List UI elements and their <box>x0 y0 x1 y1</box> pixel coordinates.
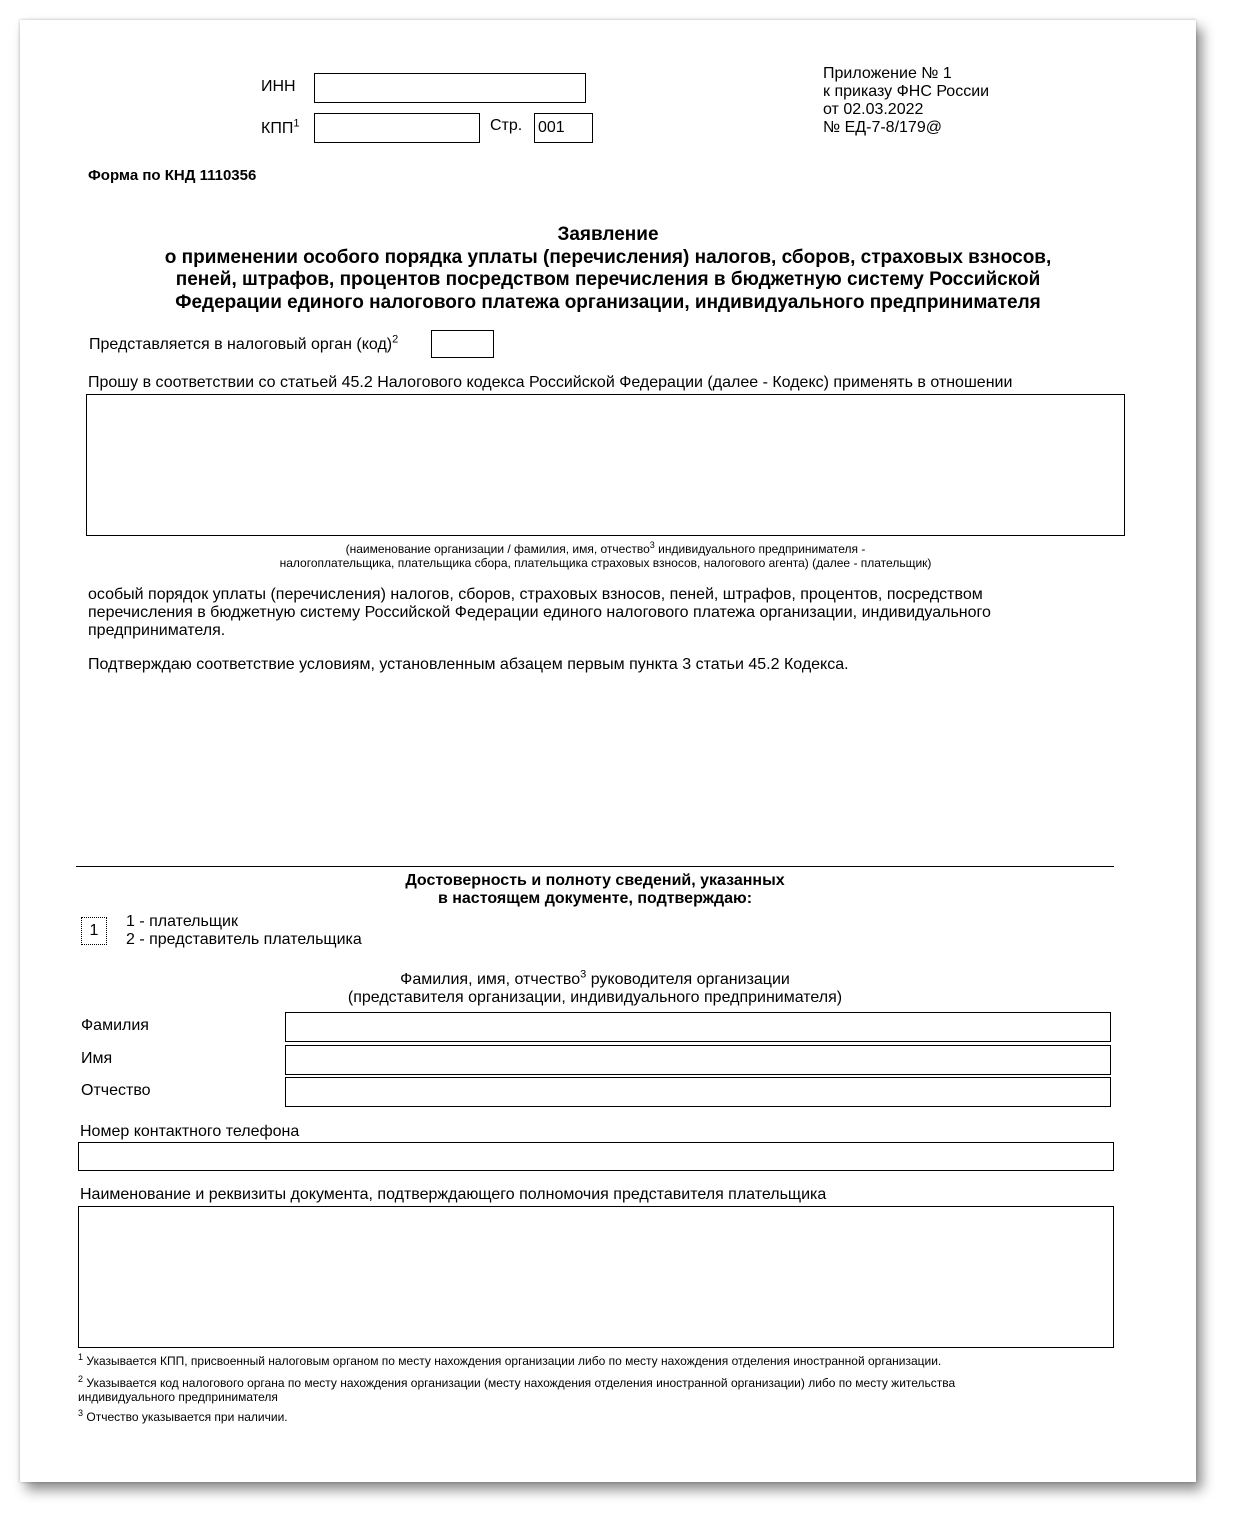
doc-label: Наименование и реквизиты документа, подтверждающего полномочия представителя плательщика <box>80 1186 827 1203</box>
signer-options: 1 - плательщик 2 - представитель плательщика <box>126 913 362 948</box>
patronymic-field[interactable] <box>285 1077 1111 1107</box>
kpp-label: КПП$^1$ <box>261 117 300 137</box>
form-code: Форма по КНД 1110356 <box>88 167 257 184</box>
phone-field[interactable] <box>78 1142 1114 1171</box>
signer-type-field[interactable]: 1 <box>81 917 107 945</box>
body-paragraph: особый порядок уплаты (перечисления) налогов, сборов, страховых взносов, пеней, штрафов, процентов, посредством перечисления в бюджетную систему Российской Федерации единого налогового платежа организации, индивидуального предпринимателя. <box>88 586 991 639</box>
footnote-2: $^2$ Указывается код налогового органа по месту нахождения организации (месту нахождения отделения иностранной организации) либо по месту жительства индивидуального предпринимателя <box>78 1374 956 1404</box>
taxpayer-name-caption: (наименование организации / фамилия, имя, отчество$^3$ индивидуального предпринимателя - налогоплательщика, плательщика сбора, плательщика страховых взносов, налогового агента) (далее - плательщик) <box>279 540 932 570</box>
page-number-field[interactable] <box>534 113 593 143</box>
tax-authority-code-field[interactable] <box>431 330 494 358</box>
fio-caption: Фамилия, имя, отчество$^3$ руководителя организации (представителя организации, индивидуального предпринимателя) <box>347 968 843 1006</box>
inn-label: ИНН <box>261 78 296 95</box>
document-title: Заявление о применении особого порядка уплаты (перечисления) налогов, сборов, страховых взносов, пеней, штрафов, процентов посредством перечисления в бюджетную систему Российской Федерации единого налогового платежа организации, индивидуального предпринимателя <box>164 224 1052 313</box>
authority-document-field[interactable] <box>78 1206 1114 1348</box>
name-field[interactable] <box>285 1045 1111 1075</box>
footnote-1: $^1$ Указывается КПП, присвоенный налоговым органом по месту нахождения организации либо по месту нахождения отделения иностранной организации. <box>78 1352 942 1368</box>
form-page <box>20 20 1196 1482</box>
surname-label: Фамилия <box>81 1017 149 1034</box>
footnote-3: $^3$ Отчество указывается при наличии. <box>78 1408 288 1424</box>
surname-field[interactable] <box>285 1012 1111 1042</box>
kpp-field[interactable] <box>314 113 480 143</box>
appendix-block: Приложение № 1 к приказу ФНС России от 02.03.2022 № ЕД-7-8/179@ <box>823 65 990 136</box>
patronymic-label: Отчество <box>81 1082 151 1099</box>
phone-label: Номер контактного телефона <box>80 1123 300 1140</box>
taxpayer-name-field[interactable] <box>86 394 1125 536</box>
reliability-heading: Достоверность и полноту сведений, указанных в настоящем документе, подтверждаю: <box>405 872 785 907</box>
page-label: Стр. <box>490 117 523 134</box>
name-label: Имя <box>81 1050 113 1067</box>
tax-authority-label: Представляется в налоговый орган (код)$^2$ <box>89 333 399 353</box>
confirm-text: Подтверждаю соответствие условиям, установленным абзацем первым пункта 3 статьи 45.2 Кодекса. <box>88 656 849 673</box>
request-intro: Прошу в соответствии со статьей 45.2 Налогового кодекса Российской Федерации (далее - Кодекс) применять в отношении <box>88 374 1013 391</box>
inn-field[interactable] <box>314 73 586 103</box>
section-divider <box>76 866 1114 867</box>
